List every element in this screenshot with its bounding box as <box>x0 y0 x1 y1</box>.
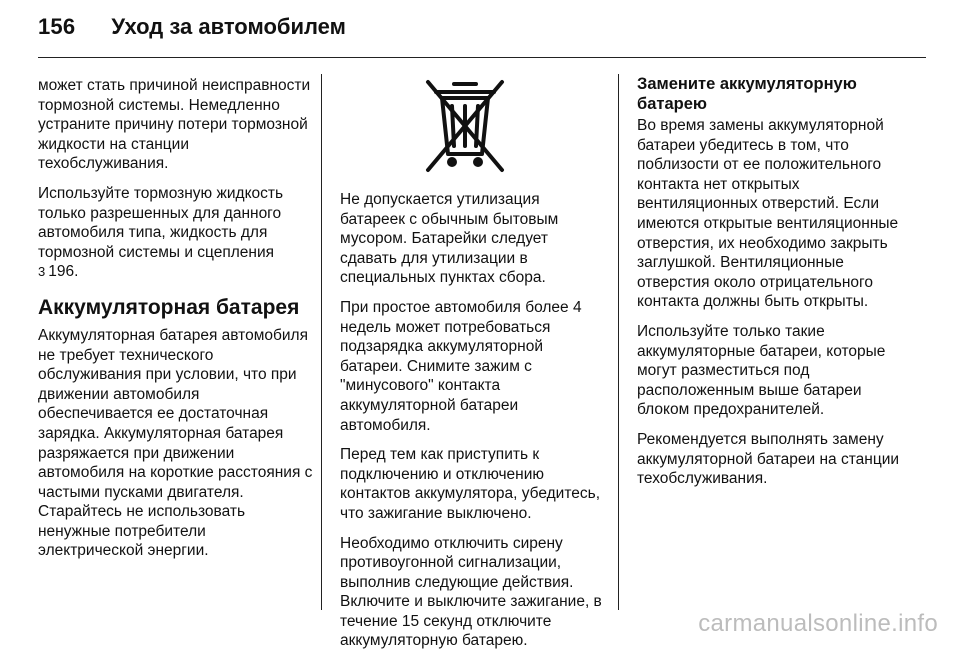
header-divider <box>38 57 926 58</box>
watermark: carmanualsonline.info <box>698 610 938 637</box>
paragraph-brake-fluid-type-text: Используйте тормозную жидкость только разрешенных для данного автомобиля типа, жидкость для тормозной системы и сцепления <box>38 184 284 261</box>
column-left <box>38 76 314 571</box>
column-middle <box>340 190 606 661</box>
paragraph-battery-maintenance: Аккумуляторная батарея автомобиля не требует технического обслуживания при условии, что при движении автомобиля обеспечивается ее достаточная зарядка. Аккумуляторная батарея разряжается при движении автомобиля на короткие расстояния с частыми пусками двигателя. Старайтесь не использовать ненужные потребители электрической энергии. <box>38 326 313 560</box>
paragraph-battery-disposal: Не допускается утилизация батареек с обычным бытовым мусором. Батарейки следует сдавать для утилизации в специальных пунктах сбора. <box>340 191 559 287</box>
chapter-title: Уход за автомобилем <box>111 14 346 39</box>
subheading-replace-battery: Замените аккумуляторную батарею <box>637 75 857 113</box>
paragraph-battery-recharge: При простое автомобиля более 4 недель может потребоваться подзарядка аккумуляторной батареи. Снимите зажим с "минусового" контакта аккумуляторной батареи автомобиля. <box>340 298 582 434</box>
crossed-out-bin-icon <box>418 76 512 176</box>
column-divider-right <box>618 74 619 610</box>
paragraph-brake-fluid-type <box>38 184 314 282</box>
page-number: 156 <box>38 14 76 39</box>
paragraph-vent-openings: Во время замены аккумуляторной батареи убедитесь в том, что поблизости от ее положительного контакта нет открытых вентиляционных отверстий. Если имеются открытые вентиляционные отверстия, их необходимо закрыть заглушкой. Вентиляционные отверстия около отрицательного контакта должны быть открыты. <box>637 117 899 311</box>
column-divider-left <box>321 74 322 610</box>
page-reference: 196. <box>48 263 79 281</box>
paragraph-service-station: Рекомендуется выполнять замену аккумуляторной батареи на станции техобслуживания. <box>637 430 900 488</box>
paragraph-alarm-siren: Необходимо отключить сирену противоугонной сигнализации, выполнив следующие действия. Включите и выключите зажигание, в течение 15 секунд отключите аккумуляторную батарею. <box>340 534 602 650</box>
arrow-reference-icon: 3 <box>38 264 46 280</box>
page-header <box>38 14 346 50</box>
column-right <box>637 74 903 499</box>
section-heading-battery: Аккумуляторная батарея <box>38 295 300 319</box>
paragraph-ignition-off: Перед тем как приступить к подключению и отключению контактов аккумулятора, убедитесь, что зажигание выключено. <box>340 446 601 522</box>
paragraph-brake-fluid-loss: может стать причиной неисправности тормозной системы. Немедленно устраните причину потери тормозной жидкости на станции техобслуживания. <box>38 77 311 173</box>
paragraph-fuse-block: Используйте только такие аккумуляторные батареи, которые могут разместиться под расположенным выше батареи блоком предохранителей. <box>637 322 886 419</box>
